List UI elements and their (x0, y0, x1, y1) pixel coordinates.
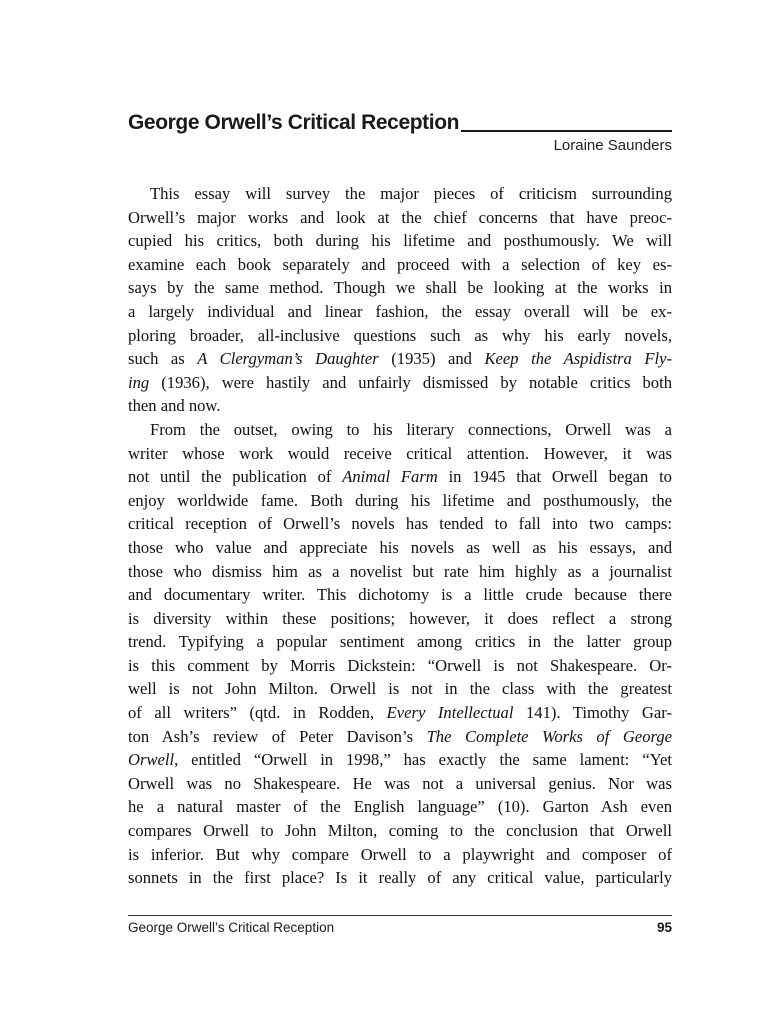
text-segment: writer whose work would receive critical attention. However, it was (128, 443, 672, 463)
text-segment: and documentary writer. This dichotomy is a little crude because there (128, 585, 672, 605)
text-line (128, 866, 672, 890)
text-line (128, 536, 672, 560)
text-segment: ton Ash’s review of Peter Davison’s (128, 726, 427, 746)
italic-title-text: Animal Farm (342, 467, 438, 487)
text-line (128, 560, 672, 584)
text-line (128, 677, 672, 701)
text-segment: then and now. (128, 396, 221, 416)
text-segment: 141). Timothy Gar- (513, 703, 672, 723)
text-segment: (1936), were hastily and unfairly dismissed by notable critics both (149, 372, 672, 392)
text-segment: those who dismiss him as a novelist but rate him highly as a journalist (128, 561, 672, 581)
text-line (128, 418, 672, 442)
text-line (128, 182, 672, 206)
text-segment: examine each book separately and proceed with a selection of key es- (128, 254, 672, 274)
title-row (128, 111, 672, 135)
text-segment: , entitled “Orwell in 1998,” has exactly the same lament: “Yet (174, 750, 672, 770)
text-line (128, 701, 672, 725)
text-line (128, 206, 672, 230)
footer-rule (128, 915, 672, 916)
text-segment: well is not John Milton. Orwell is not in the class with the greatest (128, 679, 672, 699)
text-line (128, 819, 672, 843)
essay-title: George Orwell’s Critical Reception (128, 111, 460, 134)
italic-title-text: A Clergyman’s Daughter (197, 349, 379, 369)
title-rule (461, 130, 672, 132)
text-segment: is diversity within these positions; however, it does reflect a strong (128, 608, 672, 628)
text-line (128, 347, 672, 371)
text-line (128, 795, 672, 819)
text-segment: Orwell’s major works and look at the chief concerns that have preoc- (128, 207, 672, 227)
text-line (128, 229, 672, 253)
italic-title-text: Orwell (128, 750, 175, 770)
text-line (128, 276, 672, 300)
text-line (128, 442, 672, 466)
author-name: Loraine Saunders (553, 137, 672, 154)
page (128, 0, 672, 1024)
text-line (128, 371, 672, 395)
text-segment: trend. Typifying a popular sentiment among critics in the latter group (128, 632, 672, 652)
text-line (128, 748, 672, 772)
text-segment: critical reception of Orwell’s novels has tended to fall into two camps: (128, 514, 672, 534)
text-line (128, 772, 672, 796)
text-segment: is this comment by Morris Dickstein: “Orwell is not Shakespeare. Or- (128, 655, 672, 675)
text-segment: in 1945 that Orwell began to (437, 467, 672, 487)
text-segment: says by the same method. Though we shall be looking at the works in (128, 278, 672, 298)
text-segment: This essay will survey the major pieces of criticism surrounding (150, 184, 672, 203)
text-line (128, 654, 672, 678)
italic-title-text: Keep the Aspidistra Fly- (484, 349, 672, 369)
text-line (128, 512, 672, 536)
running-footer-title: George Orwell’s Critical Reception (128, 920, 335, 935)
text-line (128, 300, 672, 324)
text-segment: Orwell was no Shakespeare. He was not a universal genius. Nor was (128, 773, 672, 793)
text-segment: a largely individual and linear fashion, the essay overall will be ex- (128, 301, 672, 321)
text-line (128, 583, 672, 607)
page-number: 95 (656, 920, 672, 935)
text-segment: not until the publication of (128, 467, 343, 487)
italic-title-text: The Complete Works of George (426, 726, 672, 746)
text-segment: those who value and appreciate his novels as well as his essays, and (128, 537, 672, 557)
text-segment: he a natural master of the English language” (10). Garton Ash even (128, 797, 672, 817)
body-text (128, 182, 672, 890)
text-segment: From the outset, owing to his literary connections, Orwell was a (150, 419, 672, 439)
text-segment: such as (128, 349, 198, 369)
italic-title-text: Every Intellectual (386, 703, 514, 723)
text-segment: of all writers” (qtd. in Rodden, (128, 703, 387, 723)
text-segment: enjoy worldwide fame. Both during his lifetime and posthumously, the (128, 490, 672, 510)
text-segment: sonnets in the first place? Is it really of any critical value, particularly (128, 868, 672, 888)
text-line (128, 630, 672, 654)
text-segment: (1935) and (378, 349, 485, 369)
text-line (128, 253, 672, 277)
text-line (128, 324, 672, 348)
text-segment: ploring broader, all-inclusive questions such as why his early novels, (128, 325, 672, 345)
text-line (128, 725, 672, 749)
text-line (128, 843, 672, 867)
text-segment: is inferior. But why compare Orwell to a playwright and composer of (128, 844, 672, 864)
text-line (128, 394, 672, 418)
text-segment: compares Orwell to John Milton, coming to the conclusion that Orwell (128, 821, 672, 841)
text-line (128, 465, 672, 489)
text-line (128, 489, 672, 513)
text-segment: cupied his critics, both during his lifetime and posthumously. We will (128, 231, 672, 251)
italic-title-text: ing (128, 372, 150, 392)
text-line (128, 607, 672, 631)
